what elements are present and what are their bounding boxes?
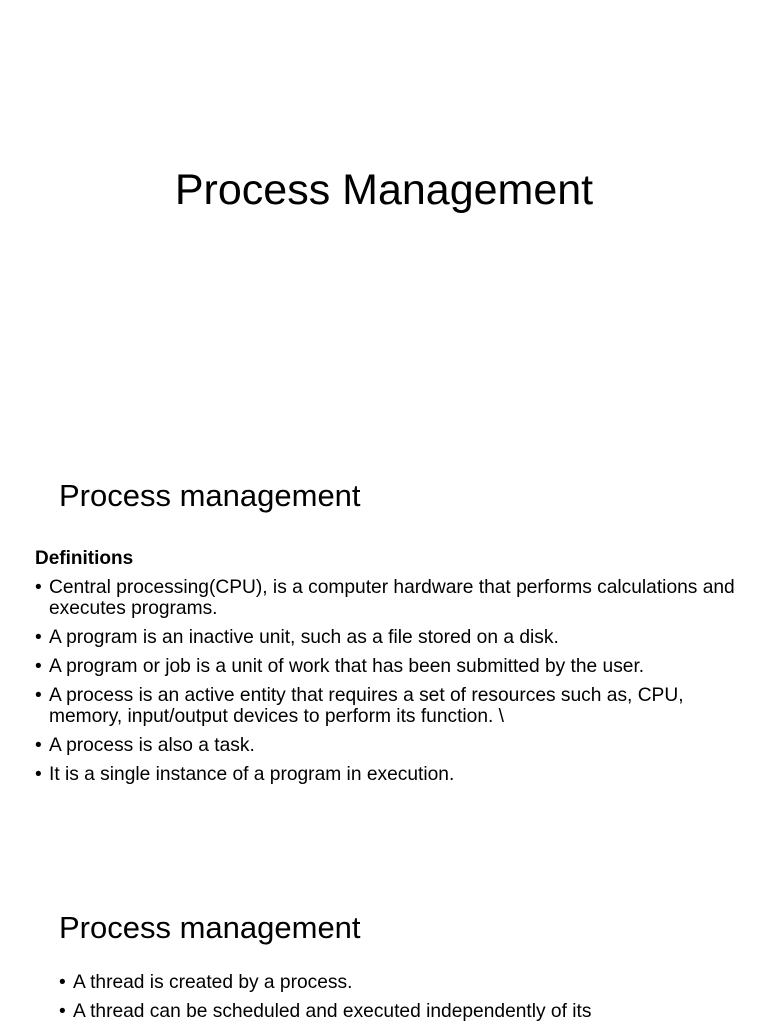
slide-threads <box>0 864 768 1024</box>
presentation-title: Process Management <box>174 166 594 214</box>
slide-title <box>0 0 768 432</box>
threads-list <box>59 972 749 1024</box>
list-item: • It is a single instance of a program in execution. <box>35 764 735 785</box>
slide-heading: Process management <box>59 910 361 945</box>
list-item: • A program is an inactive unit, such as a file stored on a disk. <box>35 627 735 648</box>
list-item: • A process is an active entity that requires a set of resources such as, CPU, memory, input/output devices to perform its function. \ <box>35 685 735 727</box>
slide-definitions <box>0 432 768 864</box>
list-item: • A thread can be scheduled and executed independently of its <box>59 1001 749 1022</box>
definitions-list <box>35 577 735 793</box>
list-item: • A thread is created by a process. <box>59 972 749 993</box>
list-item: • A process is also a task. <box>35 735 735 756</box>
list-item: • A program or job is a unit of work that has been submitted by the user. <box>35 656 735 677</box>
slide-heading: Process management <box>59 478 361 513</box>
definitions-subheading: Definitions <box>35 548 134 569</box>
list-item: • Central processing(CPU), is a computer hardware that performs calculations and executes programs. <box>35 577 735 619</box>
